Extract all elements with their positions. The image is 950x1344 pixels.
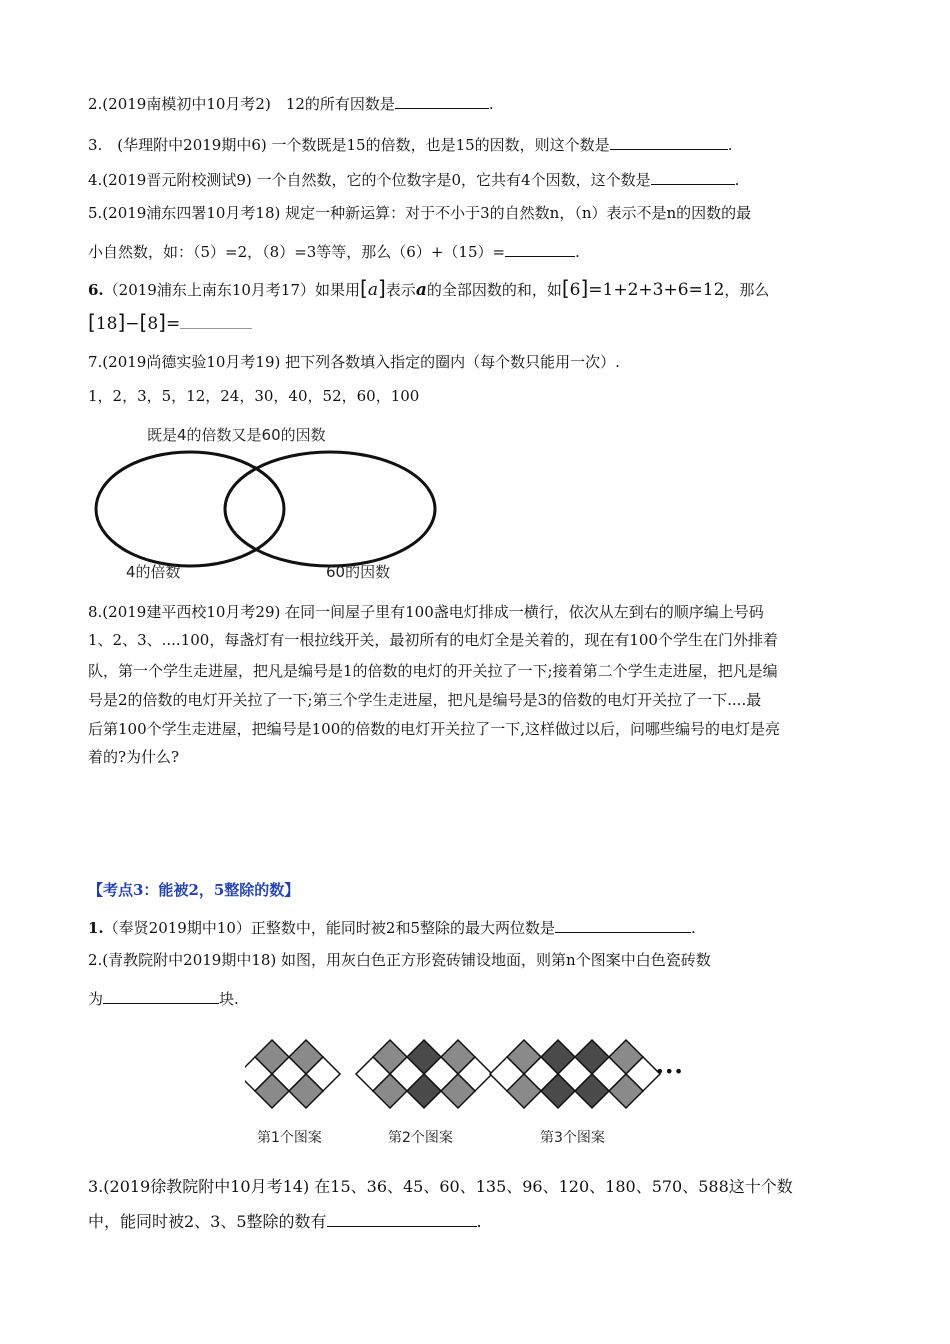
section-3-question-3-line-1: 3.(2019徐教院附中10月考14) 在15、36、45、60、135、96、120、180、570、588这十个数 (88, 1177, 793, 1196)
s3q2-suffix: 块. (219, 990, 239, 1008)
venn-left-label: 4的倍数 (126, 563, 181, 581)
bracket-open: [ (88, 310, 96, 334)
number-8: 8 (147, 314, 159, 334)
question-8-line-4: 号是2的倍数的电灯开关拉了一下;第三个学生走进屋，把凡是编号是3的倍数的电灯开关拉了一下....最 (88, 691, 762, 709)
question-5-text: 小自然数，如：（5）=2，（8）=3等等，那么（6）+（15）= (88, 243, 506, 261)
question-8-line-2: 1、2、3、....100，每盏灯有一根拉线开关，最初所有的电灯全是关着的，现在有100个学生在门外排着 (88, 631, 778, 649)
s3q2-text: 为 (88, 990, 104, 1008)
question-3 (88, 133, 732, 155)
question-8-line-3: 队，第一个学生走进屋，把凡是编号是1的倍数的电灯的开关拉了一下;接着第二个学生走进屋，把凡是编 (88, 662, 778, 680)
question-8-line-5: 后第100个学生走进屋，把编号是100的倍数的电灯开关拉了一下,这样做过以后，问哪些编号的电灯是亮 (88, 720, 781, 738)
question-3-suffix: . (727, 136, 733, 154)
answer-blank[interactable] (651, 168, 735, 185)
pattern-3 (490, 1040, 660, 1108)
answer-blank[interactable] (180, 312, 252, 329)
bracket-open: [ (360, 276, 368, 300)
minus-sign: − (125, 314, 140, 334)
bracket-open: [ (561, 276, 570, 300)
number-18: 18 (95, 314, 118, 334)
s3q3-suffix: . (476, 1212, 482, 1231)
section-3-question-3-line-2 (88, 1210, 482, 1232)
question-3-text: 3. (华理附中2019期中6) 一个数既是15的倍数，也是15的因数，则这个数是 (88, 136, 610, 154)
question-7: 7.(2019尚德实验10月考19) 把下列各数填入指定的圈内（每个数只能用一次）. (88, 353, 620, 371)
s3q3-text: 中，能同时被2、3、5整除的数有 (88, 1212, 327, 1231)
question-6-line-2 (88, 312, 252, 334)
question-6-text-2: 表示 (385, 281, 416, 299)
question-5-line-1: 5.(2019浦东四署10月考18) 规定一种新运算：对于不小于3的自然数n，（n）表示不是n的因数的最 (88, 204, 752, 222)
pattern-1-label: 第1个图案 (257, 1130, 322, 1146)
question-6-text-4: ，那么 (724, 281, 770, 299)
bracket-close: ] (158, 310, 166, 334)
number-six: 6 (569, 280, 581, 300)
question-6-number: 6. (88, 281, 104, 299)
venn-top-label: 既是4的倍数又是60的因数 (147, 426, 326, 444)
s3q1-number: 1. (88, 919, 104, 937)
example-equation: =1+2+3+6=12 (588, 280, 725, 300)
answer-blank[interactable] (610, 133, 728, 150)
question-2 (88, 92, 494, 114)
answer-blank[interactable] (395, 92, 489, 109)
question-6-line-1 (88, 278, 769, 300)
answer-blank[interactable] (103, 987, 219, 1004)
pattern-2 (356, 1040, 492, 1108)
pattern-1 (245, 1040, 340, 1108)
question-5-suffix: . (575, 243, 580, 261)
section-3-question-2-line-1: 2.(青教院附中2019期中18) 如图，用灰白色正方形瓷砖铺设地面，则第n个图案中白色瓷砖数 (88, 951, 711, 969)
question-4-text: 4.(2019晋元附校测试9) 一个自然数，它的个位数字是0，它共有4个因数，这个数是 (88, 171, 651, 189)
bracket-close: ] (580, 276, 589, 300)
answer-blank[interactable] (555, 916, 691, 933)
venn-diagram (90, 420, 450, 590)
bracket-close: ] (377, 276, 386, 300)
question-4 (88, 168, 739, 190)
question-4-suffix: . (734, 171, 740, 189)
question-5-line-2 (88, 240, 580, 262)
question-6-text-3: 的全部因数的和，如 (426, 281, 562, 299)
var-a-2: a (415, 280, 427, 300)
section-3-question-1 (88, 916, 696, 938)
tile-patterns-figure (245, 1022, 695, 1150)
var-a: a (367, 280, 378, 300)
section-3-question-2-line-2 (88, 987, 239, 1009)
bracket-open: [ (139, 310, 148, 334)
section-3-heading: 【考点3：能被2，5整除的数】 (88, 881, 300, 899)
question-8-line-6: 着的?为什么? (88, 748, 180, 766)
question-6-text: （2019浦东上南东10月考17）如果用 (103, 281, 361, 299)
question-2-text: 2.(2019南模初中10月考2) 12的所有因数是 (88, 95, 395, 113)
question-8-line-1: 8.(2019建平西校10月考29) 在同一间屋子里有100盏电灯排成一横行，依次从左到右的顺序编上号码 (88, 603, 764, 621)
venn-right-label: 60的因数 (326, 563, 391, 581)
s3q1-suffix: . (691, 919, 696, 937)
equals-sign: = (165, 314, 181, 334)
answer-blank[interactable] (505, 240, 575, 257)
s3q1-text: （奉贤2019期中10）正整数中，能同时被2和5整除的最大两位数是 (103, 919, 556, 937)
answer-blank[interactable] (327, 1210, 477, 1227)
question-2-suffix: . (488, 95, 494, 113)
pattern-2-label: 第2个图案 (388, 1130, 453, 1146)
bracket-close: ] (117, 310, 126, 334)
pattern-3-label: 第3个图案 (540, 1130, 605, 1146)
venn-right-circle[interactable] (225, 452, 435, 566)
question-7-numbers: 1，2，3，5，12，24，30，40，52，60，100 (88, 387, 420, 405)
ellipsis: ••• (655, 1062, 684, 1081)
